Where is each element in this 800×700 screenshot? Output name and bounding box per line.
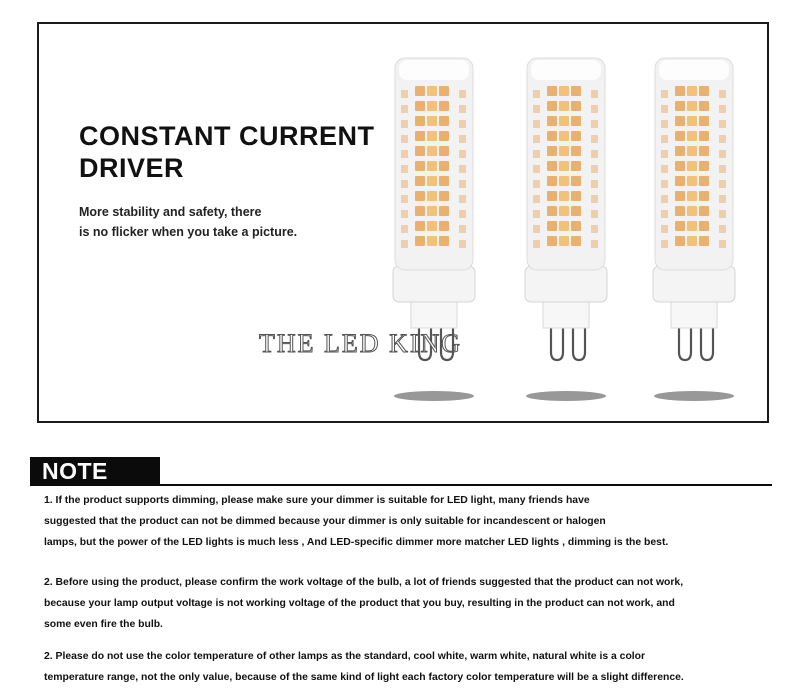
- note-item-2-line-2: because your lamp output voltage is not working voltage of the product that you buy, resulting in the product can not work, and: [44, 598, 675, 609]
- bulb-image-3: [649, 56, 739, 426]
- note-item-1-line-2: suggested that the product can not be dimmed because your dimmer is only suitable for incandescent or halogen: [44, 516, 606, 527]
- note-divider: [30, 484, 772, 486]
- note-item-1-line-3: lamps, but the power of the LED lights is much less , And LED-specific dimmer more matcher LED lights , dimming is the best.: [44, 537, 669, 548]
- headline: [79, 120, 374, 184]
- note-item-2-line-3: some even fire the bulb.: [44, 619, 163, 630]
- product-banner: [37, 22, 769, 423]
- headline-line-2: DRIVER: [79, 153, 185, 183]
- note-item-2: [44, 572, 774, 635]
- subheading-line-1: More stability and safety, there: [79, 205, 262, 219]
- subheading-line-2: is no flicker when you take a picture.: [79, 225, 298, 239]
- bulb-image-2: [521, 56, 611, 426]
- note-item-3: [44, 646, 774, 688]
- note-item-3-line-1: 2. Please do not use the color temperature of other lamps as the standard, cool white, warm white, natural white is a color: [44, 651, 646, 662]
- note-item-1: [44, 490, 774, 553]
- headline-line-1: CONSTANT CURRENT: [79, 121, 375, 151]
- note-item-3-line-2: temperature range, not the only value, because of the same kind of light each factory color temperature will be a slight difference.: [44, 672, 684, 683]
- note-item-1-line-1: 1. If the product supports dimming, please make sure your dimmer is suitable for LED light, many friends have: [44, 495, 590, 506]
- watermark: THE LED KING: [259, 329, 463, 358]
- subheading: [79, 202, 297, 242]
- bulb-image-1: [389, 56, 479, 426]
- note-item-2-line-1: 2. Before using the product, please confirm the work voltage of the bulb, a lot of friends suggested that the product can not work,: [44, 577, 684, 588]
- note-label: NOTE: [30, 457, 160, 485]
